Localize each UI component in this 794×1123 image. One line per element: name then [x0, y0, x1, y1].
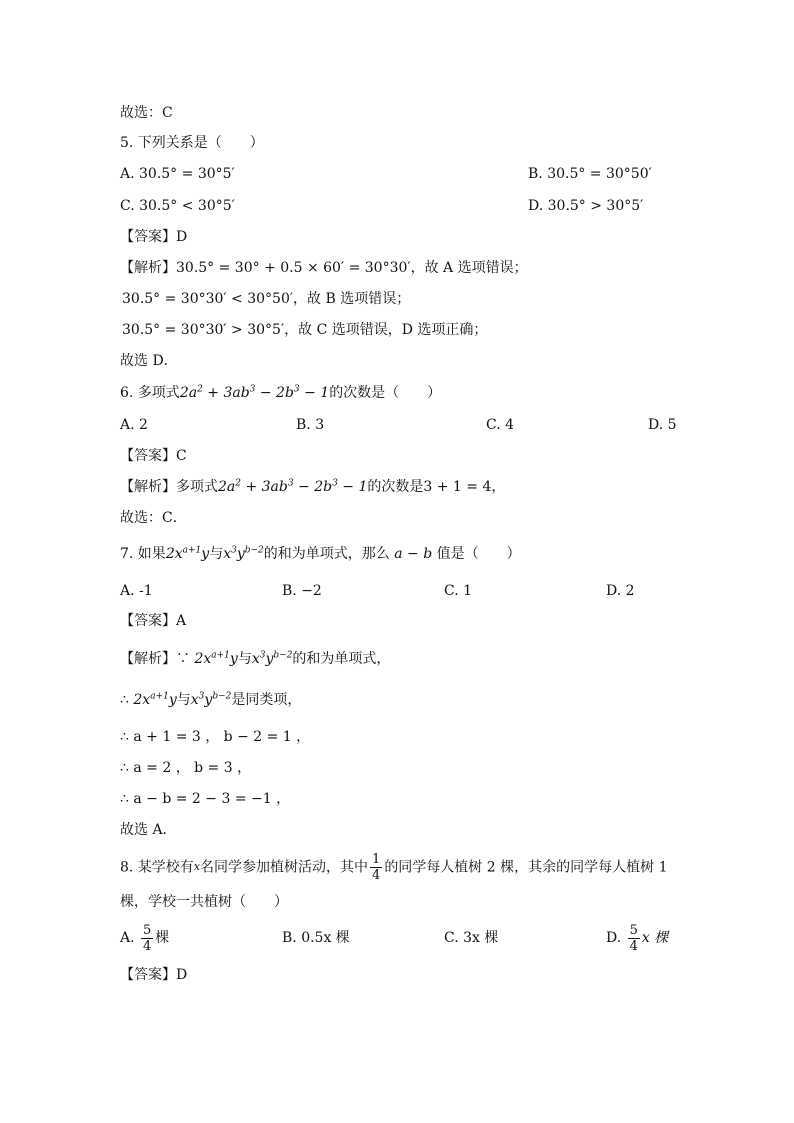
q8-fraction-denominator: 4 — [372, 868, 381, 883]
q7-step1-term-1: $2x^{a+1}y$ — [128, 691, 177, 708]
q6-choice: 故选：C． — [120, 510, 187, 526]
q5-analysis-2: 30.5° = 30°30′ < 30°50′，故 B 选项错误； — [122, 291, 411, 307]
q7-stem-suffix1: 的和为单项式，那么 — [263, 546, 390, 562]
q6-analysis — [120, 477, 505, 497]
q8-stem-suffix: 的同学每人植树 2 棵，其余的同学每人植树 1 — [384, 859, 668, 876]
q5-analysis-1: 【解析】30.5° = 30° + 0.5 × 60′ = 30°30′，故 A 选项错误； — [120, 260, 528, 276]
q4-choice: 故选：C — [120, 105, 173, 121]
q7-analysis-term-2: $x^3y^{b-2}$ — [251, 650, 293, 667]
q6-stem — [120, 383, 441, 403]
q8-stem-mid: 名同学参加植树活动，其中 — [200, 859, 369, 876]
q7-expr: a − b — [389, 546, 437, 562]
q7-analysis-suffix: 的和为单项式， — [292, 651, 391, 667]
q5-analysis-3: 30.5° = 30°30′ > 30°5′，故 C 选项错误，D 选项正确； — [122, 322, 488, 338]
q8-option-a — [120, 920, 169, 956]
q7-choice: 故选 A． — [120, 822, 177, 838]
q6-analysis-prefix: 【解析】多项式 — [120, 479, 218, 495]
q7-stem-prefix: 7. 如果 — [120, 546, 166, 562]
q7-step1-term-2: $x^3y^{b-2}$ — [190, 691, 232, 708]
q7-term-2: $x^3y^{b-2}$ — [223, 545, 264, 562]
q8-option-a-numerator: 5 — [143, 922, 152, 938]
q8-option-b: B. 0.5x 棵 — [282, 930, 350, 946]
q6-option-a: A. 2 — [120, 417, 148, 433]
q6-stem-suffix: 的次数是（ ） — [329, 385, 442, 401]
q7-stem-suffix2: 值是（ ） — [436, 546, 521, 562]
q7-step1-prefix: ∴ — [120, 692, 129, 708]
q7-stem-mid: 与 — [209, 546, 224, 562]
q5-analysis-4: 故选 D． — [120, 353, 178, 369]
q8-stem-line-1 — [120, 852, 667, 883]
q8-option-c: C. 3x 棵 — [444, 930, 499, 946]
q8-option-d-denominator: 4 — [629, 938, 638, 954]
q7-option-b: B. −2 — [282, 583, 322, 599]
q6-polynomial: $2a^2 + 3ab^3 - 2b^3 - 1$ — [179, 384, 330, 401]
q7-step-2: ∴ a + 1 = 3 ， b − 2 = 1 ， — [120, 729, 311, 745]
q8-fraction — [370, 852, 382, 883]
q5-option-d: D. 30.5° > 30°5′ — [528, 198, 644, 214]
q8-option-d-fraction — [628, 923, 640, 954]
q5-option-b: B. 30.5° = 30°50′ — [528, 166, 652, 182]
q5-stem: 5. 下列关系是（ ） — [120, 135, 264, 151]
q7-option-a: A. -1 — [120, 583, 153, 599]
q6-analysis-value: 3 + 1 = 4 — [423, 479, 492, 495]
q8-option-d-numerator: 5 — [629, 922, 638, 938]
q6-option-c: C. 4 — [486, 417, 515, 433]
q6-analysis-polynomial: $2a^2 + 3ab^3 - 2b^3 - 1$ — [218, 478, 368, 495]
q8-answer: 【答案】D — [120, 967, 188, 983]
q7-step-1 — [120, 690, 301, 710]
q7-analysis — [120, 649, 390, 669]
q7-step1-mid: 与 — [176, 692, 191, 708]
q8-option-d-unit: x 棵 — [641, 930, 669, 946]
q7-analysis-term-1: $2x^{a+1}y$ — [190, 650, 238, 667]
q8-stem-var: x — [193, 860, 201, 873]
q8-option-d-label: D. — [606, 930, 622, 946]
q8-option-a-label: A. — [120, 930, 135, 946]
q7-analysis-prefix: 【解析】∵ — [120, 651, 190, 667]
q7-step-3: ∴ a = 2 ， b = 3 ， — [120, 760, 252, 776]
q8-stem-line-2: 棵，学校一共植树（ ） — [120, 894, 288, 910]
q6-analysis-mid: 的次数是 — [367, 479, 424, 495]
q6-option-d: D. 5 — [648, 417, 677, 433]
q7-stem — [120, 544, 521, 564]
q8-option-a-fraction — [141, 923, 153, 954]
q7-analysis-mid: 与 — [237, 651, 252, 667]
q7-term-1: $2x^{a+1}y$ — [165, 545, 210, 562]
q8-option-a-denominator: 4 — [143, 938, 152, 954]
q8-option-d — [606, 920, 668, 956]
q7-answer: 【答案】A — [120, 613, 187, 629]
q7-option-d: D. 2 — [606, 583, 635, 599]
q7-option-c: C. 1 — [444, 583, 473, 599]
q5-answer: 【答案】D — [120, 229, 188, 245]
q6-stem-prefix: 6. 多项式 — [120, 385, 180, 401]
q7-step1-suffix: 是同类项， — [231, 692, 302, 708]
q8-option-a-unit: 棵 — [155, 930, 170, 946]
q5-option-c: C. 30.5° < 30°5′ — [120, 198, 235, 214]
q6-analysis-end: ， — [491, 479, 506, 495]
q6-option-b: B. 3 — [296, 417, 325, 433]
q6-answer: 【答案】C — [120, 448, 187, 464]
q7-step-4: ∴ a − b = 2 − 3 = −1 ， — [120, 791, 291, 807]
q8-stem-prefix: 8. 某学校有 — [120, 859, 194, 876]
q8-fraction-numerator: 1 — [372, 852, 381, 867]
q5-option-a: A. 30.5° = 30°5′ — [120, 166, 235, 182]
